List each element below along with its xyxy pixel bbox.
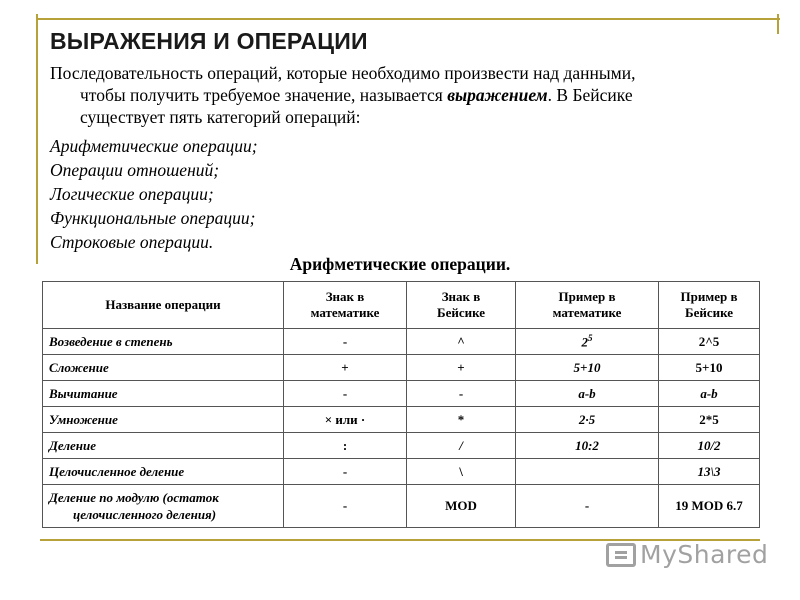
cell-basic-sign: /: [407, 433, 516, 459]
expression-term: выражением: [447, 85, 548, 105]
header-basic-sign-line1: Знак в: [441, 289, 481, 304]
cell-name: Вычитание: [43, 381, 284, 407]
cell-math-sign: -: [284, 381, 407, 407]
intro-line-1: Последовательность операций, которые необходимо произвести над данными,: [50, 63, 636, 83]
power-base: 2: [581, 334, 588, 350]
intro-paragraph: [50, 62, 760, 128]
slide-title: ВЫРАЖЕНИЯ И ОПЕРАЦИИ: [50, 28, 368, 54]
header-basic-example-line1: Пример в: [680, 289, 738, 304]
table-caption: Арифметические операции.: [289, 254, 511, 274]
intro-line-2-text: чтобы получить требуемое значение, называется: [80, 85, 448, 105]
cell-math-example: [516, 329, 659, 355]
presentation-icon: [606, 543, 636, 567]
cell-basic-example: 2^5: [659, 329, 760, 355]
cell-basic-sign: \: [407, 459, 516, 485]
table-row: [43, 407, 760, 433]
intro-line-3: существует пять категорий операций:: [80, 107, 361, 127]
frame-left-line: [36, 14, 38, 264]
intro-line-2-tail: . В Бейсике: [547, 85, 633, 105]
cell-basic-example: 5+10: [659, 355, 760, 381]
cell-name: Целочисленное деление: [43, 459, 284, 485]
cell-math-example: -: [516, 485, 659, 528]
header-math-example: [516, 282, 659, 329]
cell-math-sign: -: [284, 329, 407, 355]
cell-basic-sign: -: [407, 381, 516, 407]
header-basic-sign-line2: Бейсике: [436, 305, 486, 320]
category-item: Строковые операции.: [50, 232, 214, 252]
power-exponent: 5: [588, 332, 593, 343]
cell-name: Деление: [43, 433, 284, 459]
cell-name-line1: Деление по модулю (остаток: [49, 490, 219, 505]
category-item: Операции отношений;: [50, 160, 220, 180]
header-math-example-line1: Пример в: [558, 289, 616, 304]
header-basic-example: [659, 282, 760, 329]
table-header-row: [43, 282, 760, 329]
category-item: Логические операции;: [50, 184, 214, 204]
header-math-sign-line2: математике: [310, 305, 380, 320]
category-item: Арифметические операции;: [50, 136, 258, 156]
intro-line-2: [50, 84, 760, 106]
frame-right-tick: [777, 14, 779, 34]
cell-math-sign: :: [284, 433, 407, 459]
frame-top-line: [36, 18, 780, 20]
cell-math-sign: +: [284, 355, 407, 381]
table-row: [43, 459, 760, 485]
cell-basic-example: 2*5: [659, 407, 760, 433]
cell-math-sign: × или ·: [284, 407, 407, 433]
header-math-sign-line1: Знак в: [325, 289, 365, 304]
header-basic-sign: [407, 282, 516, 329]
watermark-logo: [606, 540, 768, 569]
arithmetic-operations-table: [42, 281, 760, 528]
cell-basic-example: 13\3: [659, 459, 760, 485]
cell-basic-example: 19 MOD 6.7: [659, 485, 760, 528]
cell-name: Возведение в степень: [43, 329, 284, 355]
table-row: [43, 433, 760, 459]
cell-math-sign: -: [284, 485, 407, 528]
cell-math-example: 2·5: [516, 407, 659, 433]
cell-math-sign: -: [284, 459, 407, 485]
cell-basic-sign: MOD: [407, 485, 516, 528]
header-math-example-line2: математике: [552, 305, 622, 320]
cell-name: Сложение: [43, 355, 284, 381]
cell-basic-example: a-b: [659, 381, 760, 407]
header-math-sign: [284, 282, 407, 329]
cell-math-example: [516, 459, 659, 485]
table-row: [43, 355, 760, 381]
cell-name: [43, 485, 284, 528]
cell-name: Умножение: [43, 407, 284, 433]
category-list: [50, 134, 258, 254]
category-item: Функциональные операции;: [50, 208, 256, 228]
header-name: Название операции: [43, 282, 284, 329]
cell-basic-example: 10/2: [659, 433, 760, 459]
cell-math-example: a-b: [516, 381, 659, 407]
table-row: [43, 485, 760, 528]
table-row: [43, 381, 760, 407]
cell-math-example: 10:2: [516, 433, 659, 459]
cell-math-example: 5+10: [516, 355, 659, 381]
watermark-text: MyShared: [640, 540, 769, 569]
header-basic-example-line2: Бейсике: [684, 305, 734, 320]
table-row: [43, 329, 760, 355]
cell-name-line2: целочисленного деления): [73, 507, 217, 522]
cell-basic-sign: *: [407, 407, 516, 433]
cell-basic-sign: ^: [407, 329, 516, 355]
cell-basic-sign: +: [407, 355, 516, 381]
